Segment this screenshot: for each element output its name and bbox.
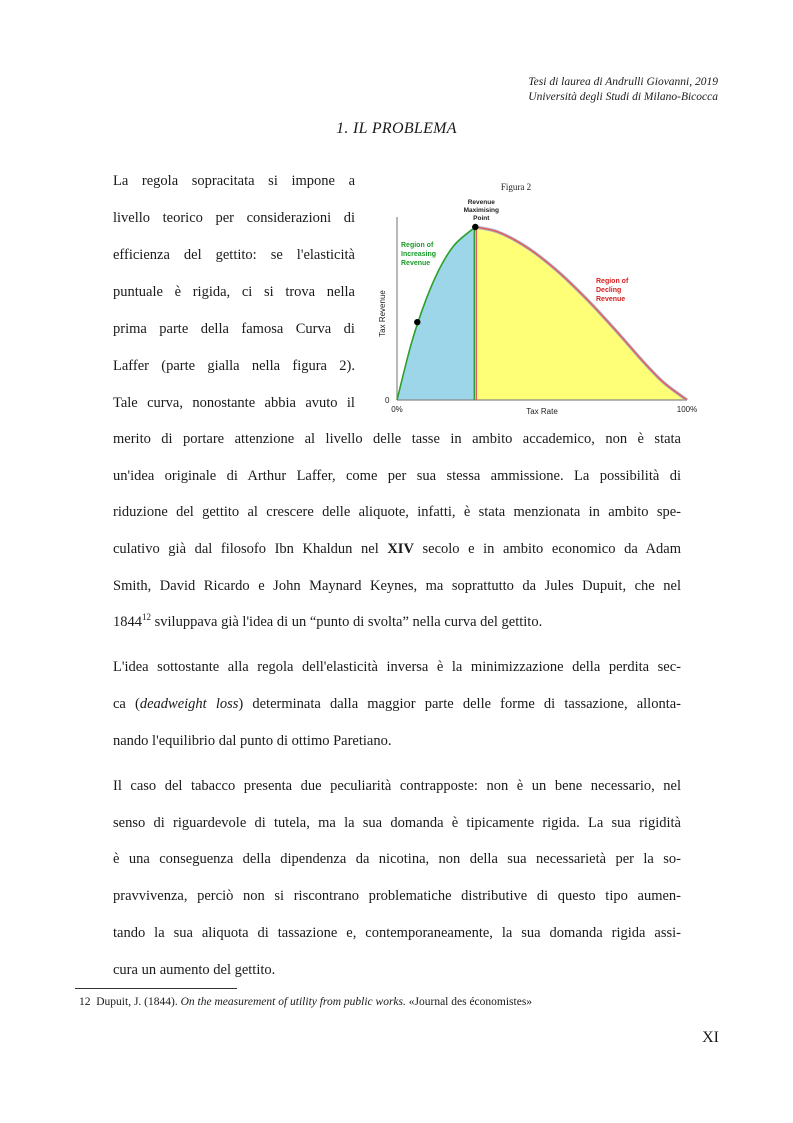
peak-label: Maximising: [463, 207, 500, 214]
paragraph-2-text: ca (: [113, 696, 140, 712]
paragraph-1-line: riduzione del gettito al crescere delle aliquote, infatti, è stata menzionata in ambito spe-: [113, 504, 681, 520]
footnote-journal: «Journal des économistes»: [408, 996, 533, 1008]
y-tick-0: 0: [385, 396, 390, 405]
year-1844: 1844: [113, 614, 142, 630]
peak-label: Revenue: [467, 199, 495, 206]
footnote-number: 12: [79, 996, 91, 1008]
paragraph-1-line: Smith, David Ricardo e John Maynard Keynes, ma soprattutto da Jules Dupuit, che nel: [113, 578, 681, 594]
increasing-region-label: Revenue: [401, 260, 431, 267]
paragraph-2-line: [113, 691, 681, 717]
chart-title: Figura 2: [500, 182, 532, 192]
term-deadweight-loss: deadweight loss: [139, 696, 239, 712]
paragraph-1-wrapped-line: puntuale è rigida, ci si trova nella: [113, 284, 355, 300]
curve-point-2: [472, 224, 478, 230]
header-thesis-author: Tesi di laurea di Andrulli Giovanni, 2019: [528, 76, 718, 88]
laffer-curve-figure: [374, 177, 710, 423]
declining-region-label: Revenue: [596, 296, 626, 303]
paragraph-1-wrapped-line: Tale curva, nonostante abbia avuto il: [113, 395, 355, 411]
paragraph-3-line: tando la sua aliquota di tassazione e, contemporaneamente, la sua domanda rigida assi-: [113, 925, 681, 941]
declining-region-label: Decling: [596, 287, 622, 294]
paragraph-1-wrapped-line: Laffer (parte gialla nella figura 2).: [113, 358, 355, 374]
paragraph-1-wrapped: [113, 168, 355, 427]
x-tick-100: 100%: [676, 405, 698, 414]
paragraph-1-wrapped-line: prima parte della famosa Curva di: [113, 321, 355, 337]
x-axis-label: Tax Rate: [526, 407, 558, 416]
increasing-region-label: Region of: [401, 242, 434, 249]
paragraph-2-text: ) determinata dalla maggior parte delle forme di tassazione, allonta-: [238, 696, 681, 712]
paragraph-1-line: un'idea originale di Arthur Laffer, come per sua stessa ammissione. La possibilità di: [113, 468, 681, 484]
paragraph-1-last-text: sviluppava già l'idea di un “punto di svolta” nella curva del gettito.: [151, 614, 543, 630]
paragraph-1-wrapped-line: efficienza del gettito: se l'elasticità: [113, 247, 355, 263]
paragraph-1-line: merito di portare attenzione al livello delle tasse in ambito accademico, non è stata: [113, 431, 681, 447]
paragraph-1-wrapped-line: La regola sopracitata si impone a: [113, 173, 355, 189]
footnote-author: Dupuit, J. (1844).: [96, 996, 178, 1008]
page-number: XI: [702, 1029, 719, 1046]
paragraph-3-line: senso di riguardevole di tutela, ma la sua domanda è tipicamente rigida. La sua rigidità: [113, 815, 681, 831]
section-title: 1. IL PROBLEMA: [336, 120, 457, 137]
paragraph-3-line: pravvivenza, perciò non si riscontrano problematiche distributive di questo tipo aumen-: [113, 888, 681, 904]
paragraph-2-line: nando l'equilibrio dal punto di ottimo Paretiano.: [113, 733, 392, 749]
laffer-chart: [374, 177, 710, 423]
paragraph-1-wrapped-line: livello teorico per considerazioni di: [113, 210, 355, 226]
increasing-region-label: Increasing: [401, 251, 437, 258]
header-university: Università degli Studi di Milano-Bicocca: [528, 91, 718, 103]
footnote-ref-12[interactable]: 12: [142, 612, 151, 623]
footnote-separator: [75, 988, 237, 989]
paragraph-3-line: è una conseguenza della dipendenza da nicotina, non della sua necessarietà per la so-: [113, 851, 681, 867]
declining-region-label: Region of: [596, 278, 629, 285]
curve-point-1: [414, 319, 420, 325]
footnote-12: [79, 996, 532, 1008]
paragraph-3-line: Il caso del tabacco presenta due peculiarità contrapposte: non è un bene necessario, nel: [113, 778, 681, 794]
paragraph-3-line: cura un aumento del gettito.: [113, 962, 276, 978]
y-axis-label: Tax Revenue: [378, 290, 387, 337]
paragraph-2-line: L'idea sottostante alla regola dell'elasticità inversa è la minimizzazione della perdita sec-: [113, 659, 681, 675]
x-tick-0: 0%: [391, 405, 403, 414]
footnote-title: On the measurement of utility from public works.: [180, 996, 406, 1008]
peak-label: Point: [473, 215, 490, 222]
paragraph-1-line: culativo già dal filosofo Ibn Khaldun nel XIV secolo e in ambito economico da Adam: [113, 541, 681, 557]
paragraph-1-line-last: [113, 609, 681, 635]
